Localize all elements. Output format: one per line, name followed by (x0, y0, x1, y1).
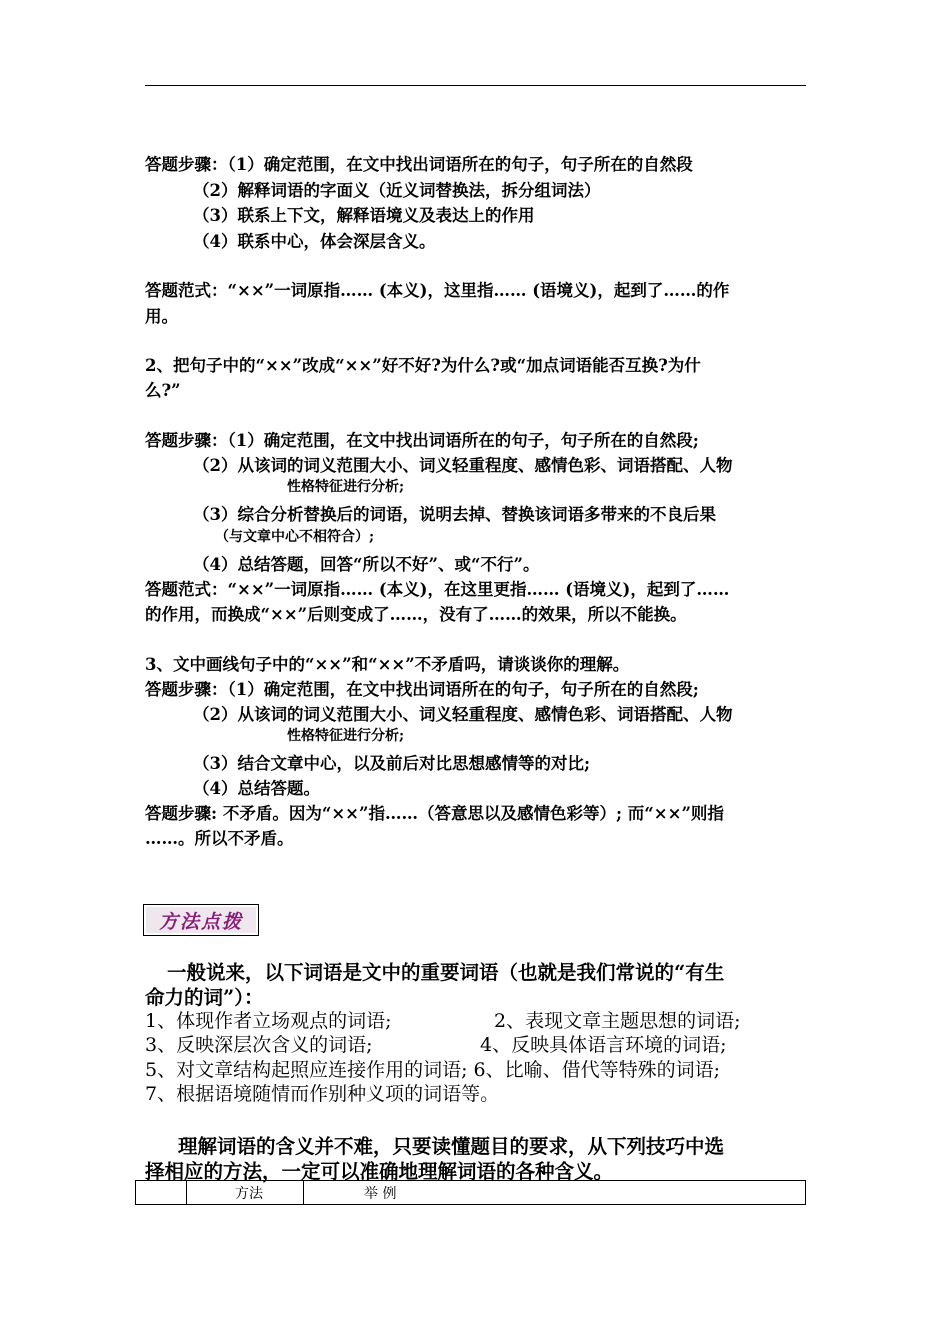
text-line: 理解词语的含义并不难，只要读懂题目的要求，从下列技巧中选 (178, 1135, 725, 1158)
text-line: 答题步骤：（1）确定范围，在文中找出词语所在的句子，句子所在的自然段; (145, 680, 699, 699)
text-line: （2）从该词的词义范围大小、词义轻重程度、感情色彩、词语搭配、人物 (193, 705, 733, 724)
text-line: 答题范式：“××”一词原指…… (本义)，这里指…… (语境义)，起到了……的作 (145, 281, 730, 300)
method-table-header (135, 1180, 806, 1205)
text-line: 7、根据语境随情而作别种义项的词语等。 (145, 1083, 500, 1105)
text-line: （4）总结答题。 (193, 779, 320, 798)
text-line: 一般说来，以下词语是文中的重要词语（也就是我们常说的“有生 (167, 961, 725, 984)
text-line: （2）解释词语的字面义（近义词替换法，拆分组词法） (193, 181, 601, 200)
text-line: 4、反映具体语言环境的词语; (480, 1034, 727, 1056)
table-header-example: 举 例 (364, 1185, 397, 1202)
text-line: 2、把句子中的“××”改成“××”好不好?为什么?或“加点词语能否互换?为什 (145, 356, 701, 375)
text-line: 3、文中画线句子中的“××”和“××”不矛盾吗，请谈谈你的理解。 (145, 655, 630, 674)
text-line: （3）综合分析替换后的词语，说明去掉、替换该词语多带来的不良后果 (193, 505, 716, 524)
header-rule (145, 85, 806, 86)
method-tips-badge: 方法点拨 (143, 904, 259, 936)
text-line: 2、表现文章主题思想的词语; (494, 1010, 741, 1032)
table-header-method: 方法 (187, 1181, 304, 1204)
text-line: （与文章中心不相符合）; (215, 529, 375, 545)
text-line: （3）结合文章中心，以及前后对比思想感情等的对比; (193, 754, 591, 773)
table-header-blank (136, 1181, 187, 1204)
text-line: （3）联系上下文，解释语境义及表达上的作用 (193, 206, 535, 225)
text-line: 么?” (145, 381, 181, 400)
text-line: 用。 (145, 307, 178, 326)
text-line: 答题范式：“××”一词原指…… (本义)，在这里更指…… (语境义)，起到了…… (145, 580, 730, 599)
text-line: 的作用，而换成“××”后则变成了……，没有了……的效果，所以不能换。 (145, 605, 687, 624)
text-line: （4）总结答题，回答“所以不好”、或“不行”。 (193, 555, 540, 574)
text-line: ……。所以不矛盾。 (145, 829, 294, 848)
text-line: 性格特征进行分析; (287, 728, 405, 744)
text-line: 性格特征进行分析; (287, 479, 405, 495)
text-line: 5、对文章结构起照应连接作用的词语; 6、比喻、借代等特殊的词语; (145, 1059, 721, 1081)
text-line: 1、体现作者立场观点的词语; (145, 1010, 392, 1032)
text-line: （2）从该词的词义范围大小、词义轻重程度、感情色彩、词语搭配、人物 (193, 456, 733, 475)
text-line: 答题步骤: 不矛盾。因为“××”指……（答意思以及感情色彩等）; 而“××”则指 (145, 804, 724, 823)
text-line: 择相应的方法，一定可以准确地理解词语的各种含义。 (145, 1160, 614, 1183)
text-line: 3、反映深层次含义的词语; (145, 1034, 373, 1056)
text-line: （4）联系中心，体会深层含义。 (193, 232, 436, 251)
text-line: 命力的词”）： (145, 986, 264, 1009)
text-line: 答题步骤：（1）确定范围，在文中找出词语所在的句子，句子所在的自然段; (145, 431, 699, 450)
text-line: 答题步骤：（1）确定范围，在文中找出词语所在的句子，句子所在的自然段 (145, 155, 693, 174)
